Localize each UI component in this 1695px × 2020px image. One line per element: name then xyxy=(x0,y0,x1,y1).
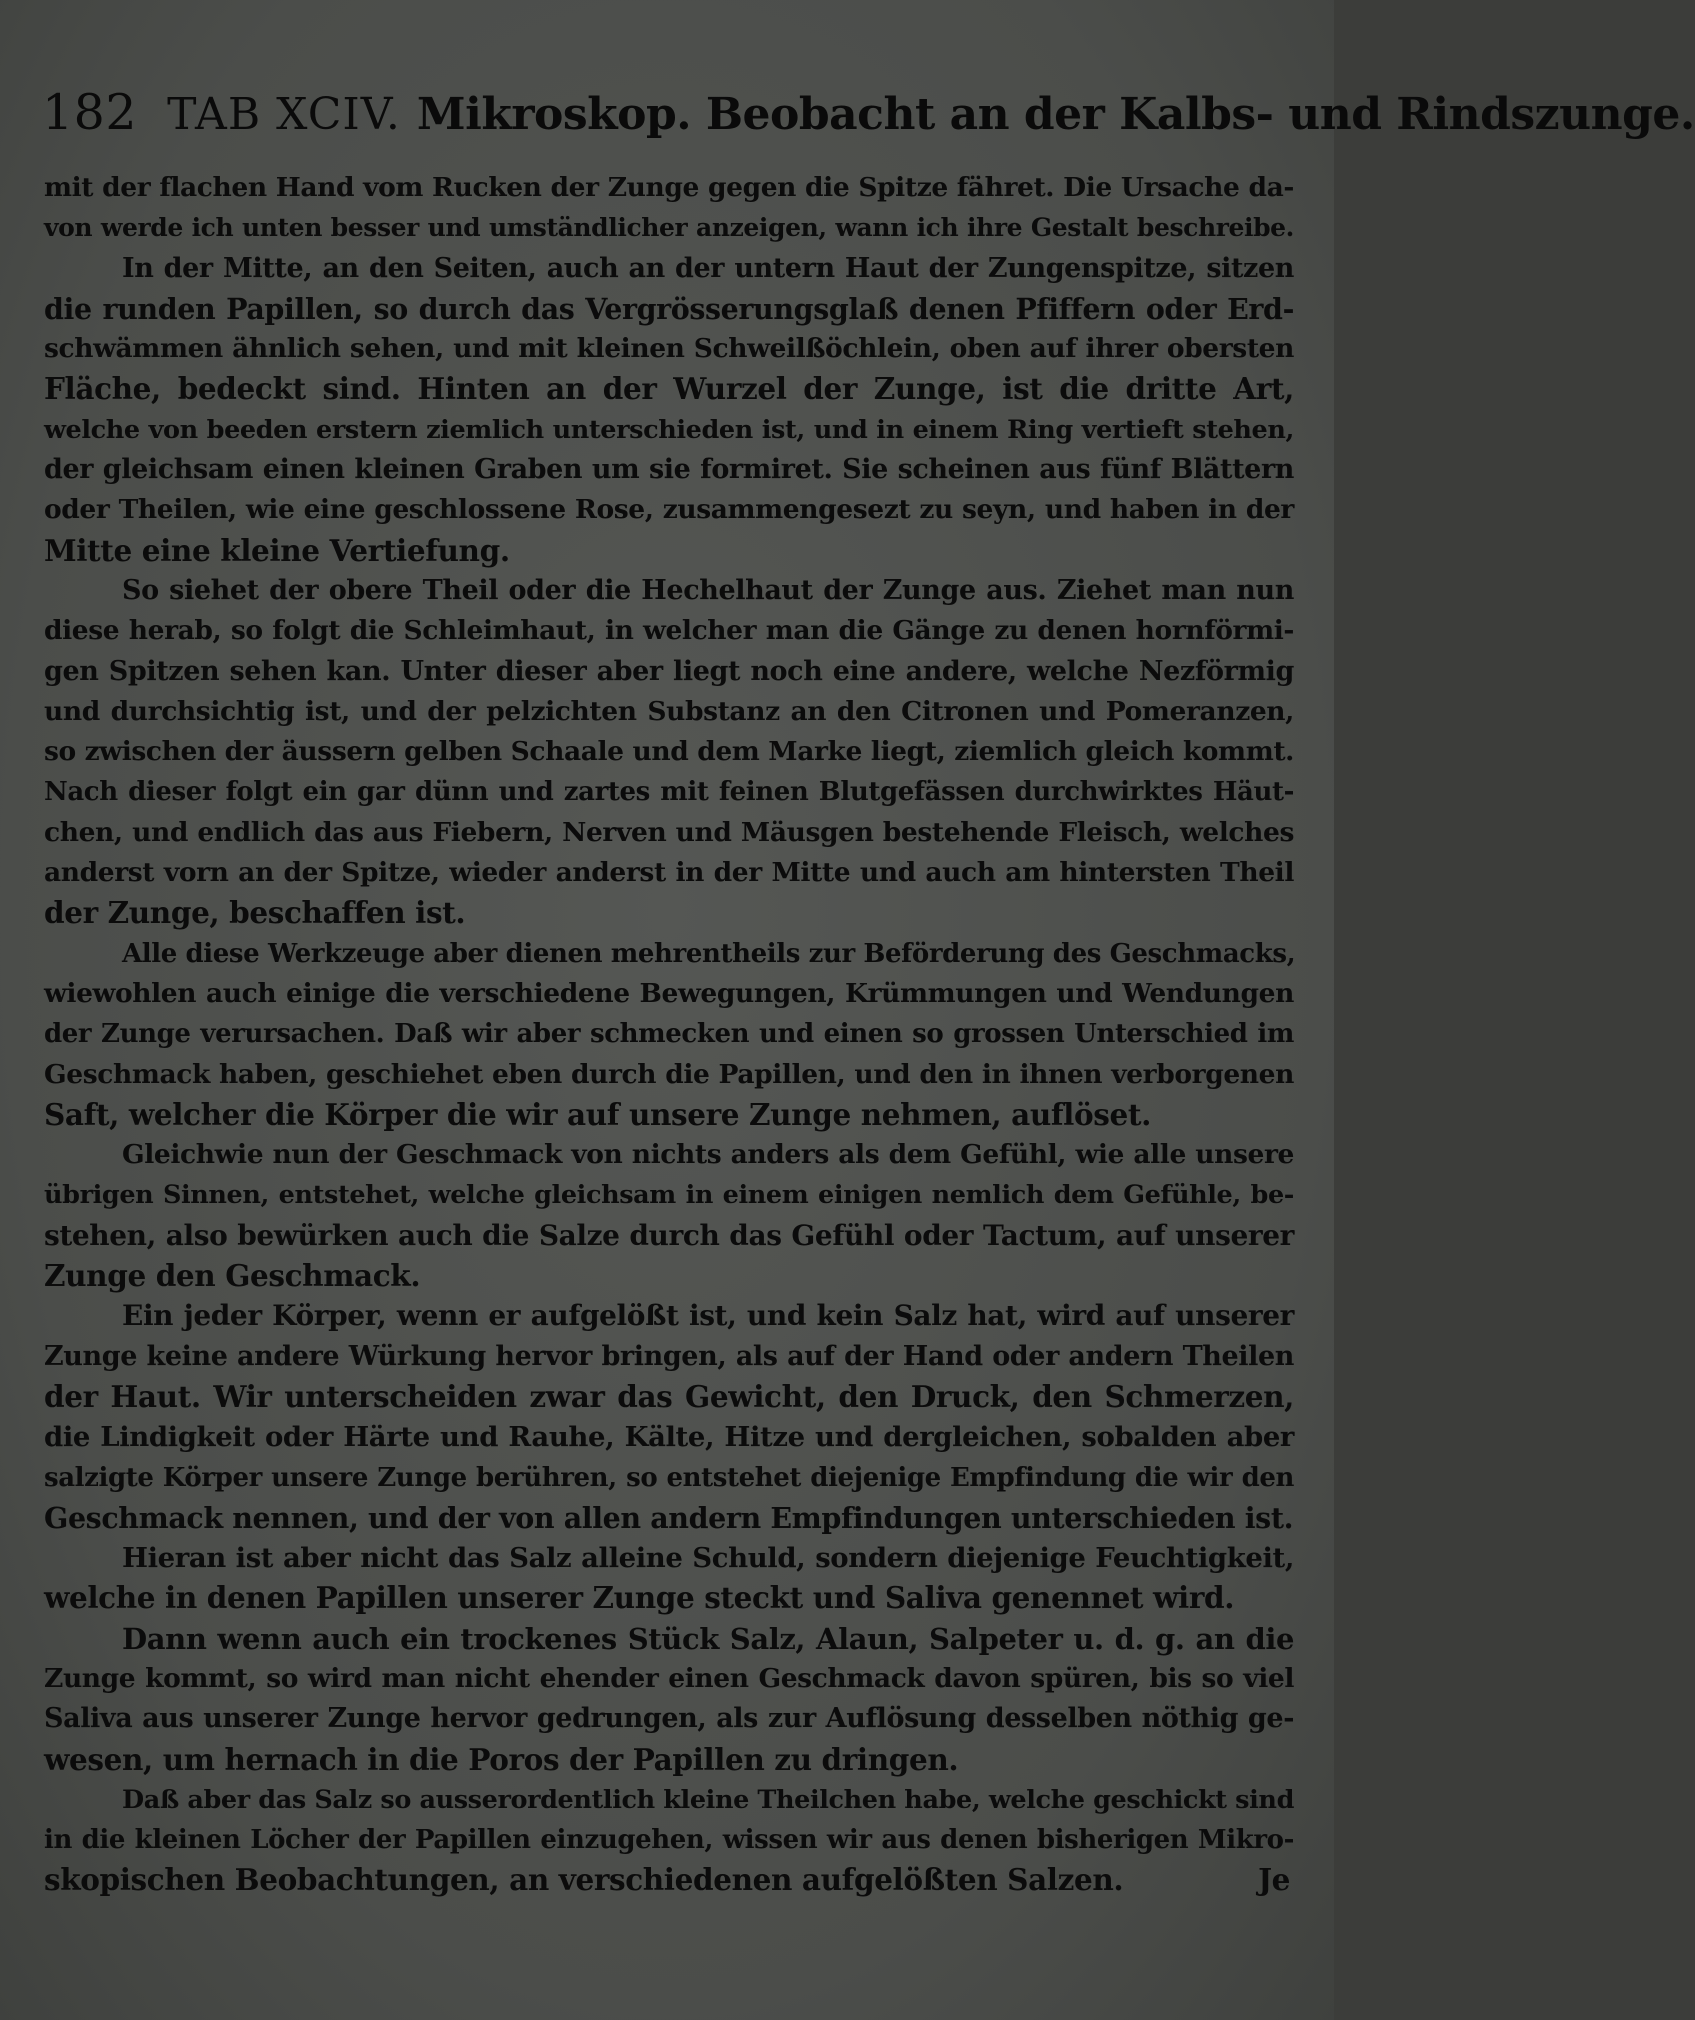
running-head xyxy=(42,78,1695,148)
text-line: die Lindigkeit oder Härte und Rauhe, Kälte, Hitze und dergleichen, sobalden aber xyxy=(44,1421,1294,1454)
text-line: Hieran ist aber nicht das Salz alleine Schuld, sondern diejenige Feuchtigkeit, xyxy=(122,1542,1294,1575)
catchword: Je xyxy=(1258,1862,1290,1898)
text-line: welche von beeden erstern ziemlich unterschieden ist, und in einem Ring vertieft stehen, xyxy=(44,414,1294,445)
text-line: Alle diese Werkzeuge aber dienen mehrentheils zur Beförderung des Geschmacks, xyxy=(122,938,1296,969)
text-line: Geschmack nennen, und der von allen andern Empfindungen unterschieden ist. xyxy=(44,1500,1294,1535)
text-line: der Zunge verursachen. Daß wir aber schmecken und einen so grossen Unterschied im xyxy=(44,1019,1294,1050)
page-number: 182 xyxy=(42,84,138,141)
text-line: wiewohlen auch einige die verschiedene Bewegungen, Krümmungen und Wendungen xyxy=(44,977,1294,1009)
text-line: die runden Papillen, so durch das Vergrösserungsglaß denen Pfiffern oder Erd- xyxy=(44,291,1294,326)
text-line: und durchsichtig ist, und der pelzichten Substanz an den Citronen und Pomeranzen, xyxy=(44,695,1294,727)
text-line: schwämmen ähnlich sehen, und mit kleinen Schweilßöchlein, oben auf ihrer obersten xyxy=(44,333,1294,365)
text-line: übrigen Sinnen, entstehet, welche gleichsam in einem einigen nemlich dem Gefühle, be- xyxy=(44,1180,1294,1211)
text-line: mit der flachen Hand vom Rucken der Zunge gegen die Spitze fähret. Die Ursache da- xyxy=(44,172,1294,203)
text-line: diese herab, so folgt die Schleimhaut, in welcher man die Gänge zu denen hornförmi- xyxy=(44,615,1294,647)
text-line: So siehet der obere Theil oder die Hechelhaut der Zunge aus. Ziehet man nun xyxy=(122,574,1294,606)
text-line: so zwischen der äussern gelben Schaale und dem Marke liegt, ziemlich gleich kommt. xyxy=(44,736,1294,768)
text-line: von werde ich unten besser und umständlicher anzeigen, wann ich ihre Gestalt beschreibe. xyxy=(44,213,1294,243)
text-line: Saliva aus unserer Zunge hervor gedrungen, als zur Auflösung desselben nöthig ge- xyxy=(44,1703,1294,1735)
text-line: Saft, welcher die Körper die wir auf unsere Zunge nehmen, auflöset. xyxy=(44,1096,1151,1132)
text-line: Zunge den Geschmack. xyxy=(44,1258,421,1294)
text-line: Gleichwie nun der Geschmack von nichts anders als dem Gefühl, wie alle unsere xyxy=(122,1139,1294,1171)
plate-reference: TAB XCIV. xyxy=(167,89,401,140)
text-line: Nach dieser folgt ein gar dünn und zartes mit feinen Blutgefässen durchwirktes Häut- xyxy=(44,777,1294,808)
text-line: Geschmack haben, geschiehet eben durch die Papillen, und den in ihnen verborgenen xyxy=(44,1058,1294,1090)
text-line: salzigte Körper unsere Zunge berühren, so entstehet diejenige Empfindung die wir den xyxy=(44,1462,1294,1493)
text-line: Zunge kommt, so wird man nicht ehender einen Geschmack davon spüren, bis so viel xyxy=(44,1662,1294,1694)
text-line: anderst vorn an der Spitze, wieder anderst in der Mitte und auch am hintersten Theil xyxy=(44,857,1294,889)
text-line: oder Theilen, wie eine geschlossene Rose, zusammengesezt zu seyn, und haben in der xyxy=(44,494,1294,526)
text-line: der gleichsam einen kleinen Graben um sie formiret. Sie scheinen aus fünf Blättern xyxy=(44,454,1294,486)
text-line: Dann wenn auch ein trockenes Stück Salz, Alaun, Salpeter u. d. g. an die xyxy=(122,1621,1294,1656)
text-line: welche in denen Papillen unserer Zunge steckt und Saliva genennet wird. xyxy=(44,1580,1235,1616)
text-line: chen, und endlich das aus Fiebern, Nerven und Mäusgen bestehende Fleisch, welches xyxy=(44,816,1294,848)
text-line: Mitte eine kleine Vertiefung. xyxy=(44,532,510,568)
text-line: in die kleinen Löcher der Papillen einzugehen, wissen wir aus denen bisherigen Mikro- xyxy=(44,1825,1294,1856)
text-line: Ein jeder Körper, wenn er aufgelößt ist, und kein Salz hat, wird auf unserer xyxy=(122,1299,1294,1333)
body-text xyxy=(44,168,1294,1901)
text-line: Daß aber das Salz so ausserordentlich kleine Theilchen habe, welche geschickt sind xyxy=(122,1784,1294,1815)
text-line: der Haut. Wir unterscheiden zwar das Gewicht, den Druck, den Schmerzen, xyxy=(44,1378,1294,1414)
text-line: gen Spitzen sehen kan. Unter dieser aber liegt noch eine andere, welche Nezförmig xyxy=(44,655,1294,687)
text-line: Fläche, bedeckt sind. Hinten an der Wurzel der Zunge, ist die dritte Art, xyxy=(44,371,1294,407)
text-line: In der Mitte, an den Seiten, auch an der untern Haut der Zungenspitze, sitzen xyxy=(122,252,1294,284)
text-line: Zunge keine andere Würkung hervor bringen, als auf der Hand oder andern Theilen xyxy=(44,1340,1294,1372)
text-line: stehen, also bewürken auch die Salze durch das Gefühl oder Tactum, auf unserer xyxy=(44,1218,1294,1252)
text-line: der Zunge, beschaffen ist. xyxy=(44,895,466,931)
text-line: skopischen Beobachtungen, an verschiedenen aufgelößten Salzen. Je xyxy=(44,1860,1294,1900)
text-line: wesen, um hernach in die Poros der Papillen zu dringen. xyxy=(44,1741,959,1777)
running-title: Mikroskop. Beobacht an der Kalbs- und Rindszunge. xyxy=(416,89,1695,140)
